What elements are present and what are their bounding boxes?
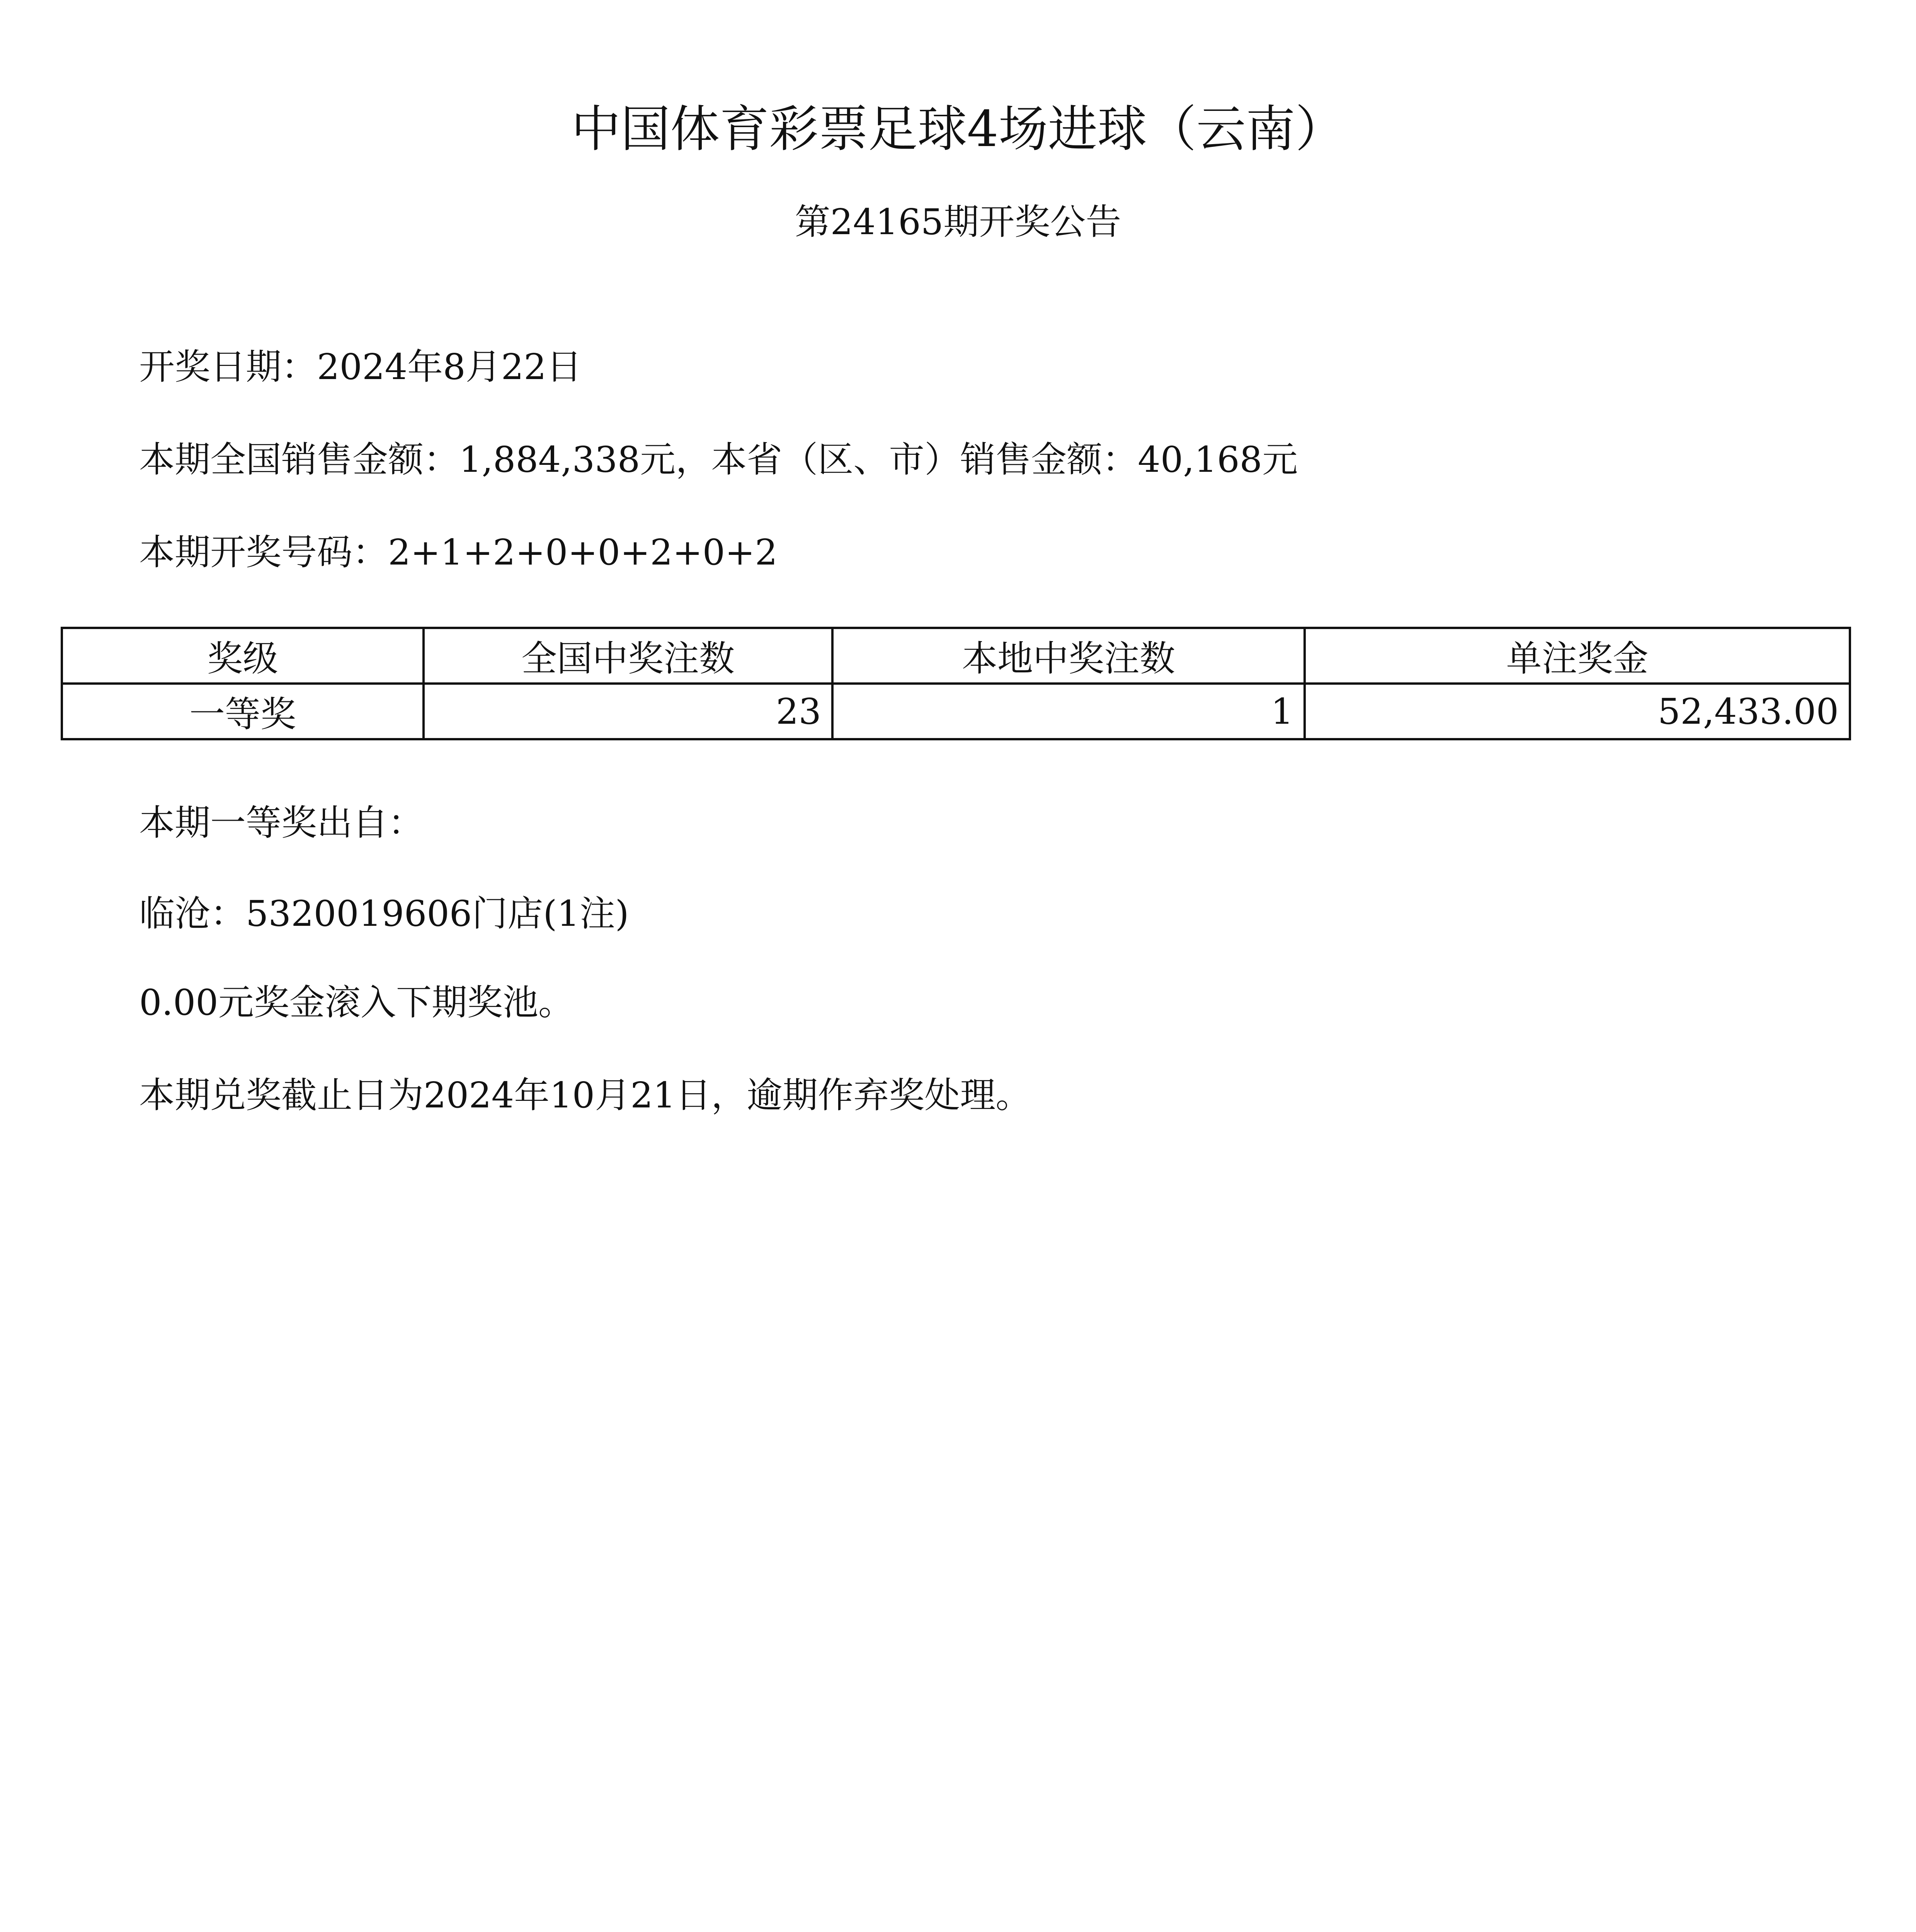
national-sales-label: 本期全国销售金额： xyxy=(139,439,459,480)
prize-table-header-row xyxy=(62,628,1850,684)
header-prize-per-bet: 单注奖金 xyxy=(1305,628,1850,684)
first-prize-source-heading: 本期一等奖出自： xyxy=(139,802,424,844)
page-title: 中国体育彩票足球4场进球（云南） xyxy=(571,100,1345,158)
rollover-note: 0.00元奖金滚入下期奖池。 xyxy=(139,982,574,1023)
province-sales-label: 本省（区、市）销售金额： xyxy=(711,439,1138,480)
national-sales-value: 1,884,338元 xyxy=(459,439,676,480)
redemption-deadline-note: 本期兑奖截止日为2024年10月21日，逾期作弃奖处理。 xyxy=(139,1075,1031,1116)
winning-numbers-line xyxy=(139,527,778,578)
prize-table xyxy=(61,627,1851,740)
first-prize-shop: 临沧：5320019606门店(1注) xyxy=(139,893,629,934)
province-sales-value: 40,168元 xyxy=(1138,439,1298,480)
winning-numbers-value: 2+1+2+0+0+2+0+2 xyxy=(388,532,778,573)
header-prize-level: 奖级 xyxy=(62,628,424,684)
table-row xyxy=(62,684,1850,739)
cell-national-winners: 23 xyxy=(424,684,832,739)
cell-prize-level: 一等奖 xyxy=(62,684,424,739)
sales-line xyxy=(139,435,1298,485)
sales-separator: ， xyxy=(676,439,711,480)
header-local-winners: 本地中奖注数 xyxy=(832,628,1305,684)
issue-subtitle: 第24165期开奖公告 xyxy=(795,201,1121,243)
draw-date-line xyxy=(139,342,582,392)
draw-date-label: 开奖日期： xyxy=(139,346,317,388)
draw-date-value: 2024年8月22日 xyxy=(317,346,582,388)
cell-local-winners: 1 xyxy=(832,684,1305,739)
winning-numbers-label: 本期开奖号码： xyxy=(139,532,388,573)
header-national-winners: 全国中奖注数 xyxy=(424,628,832,684)
cell-prize-per-bet: 52,433.00 xyxy=(1305,684,1850,739)
